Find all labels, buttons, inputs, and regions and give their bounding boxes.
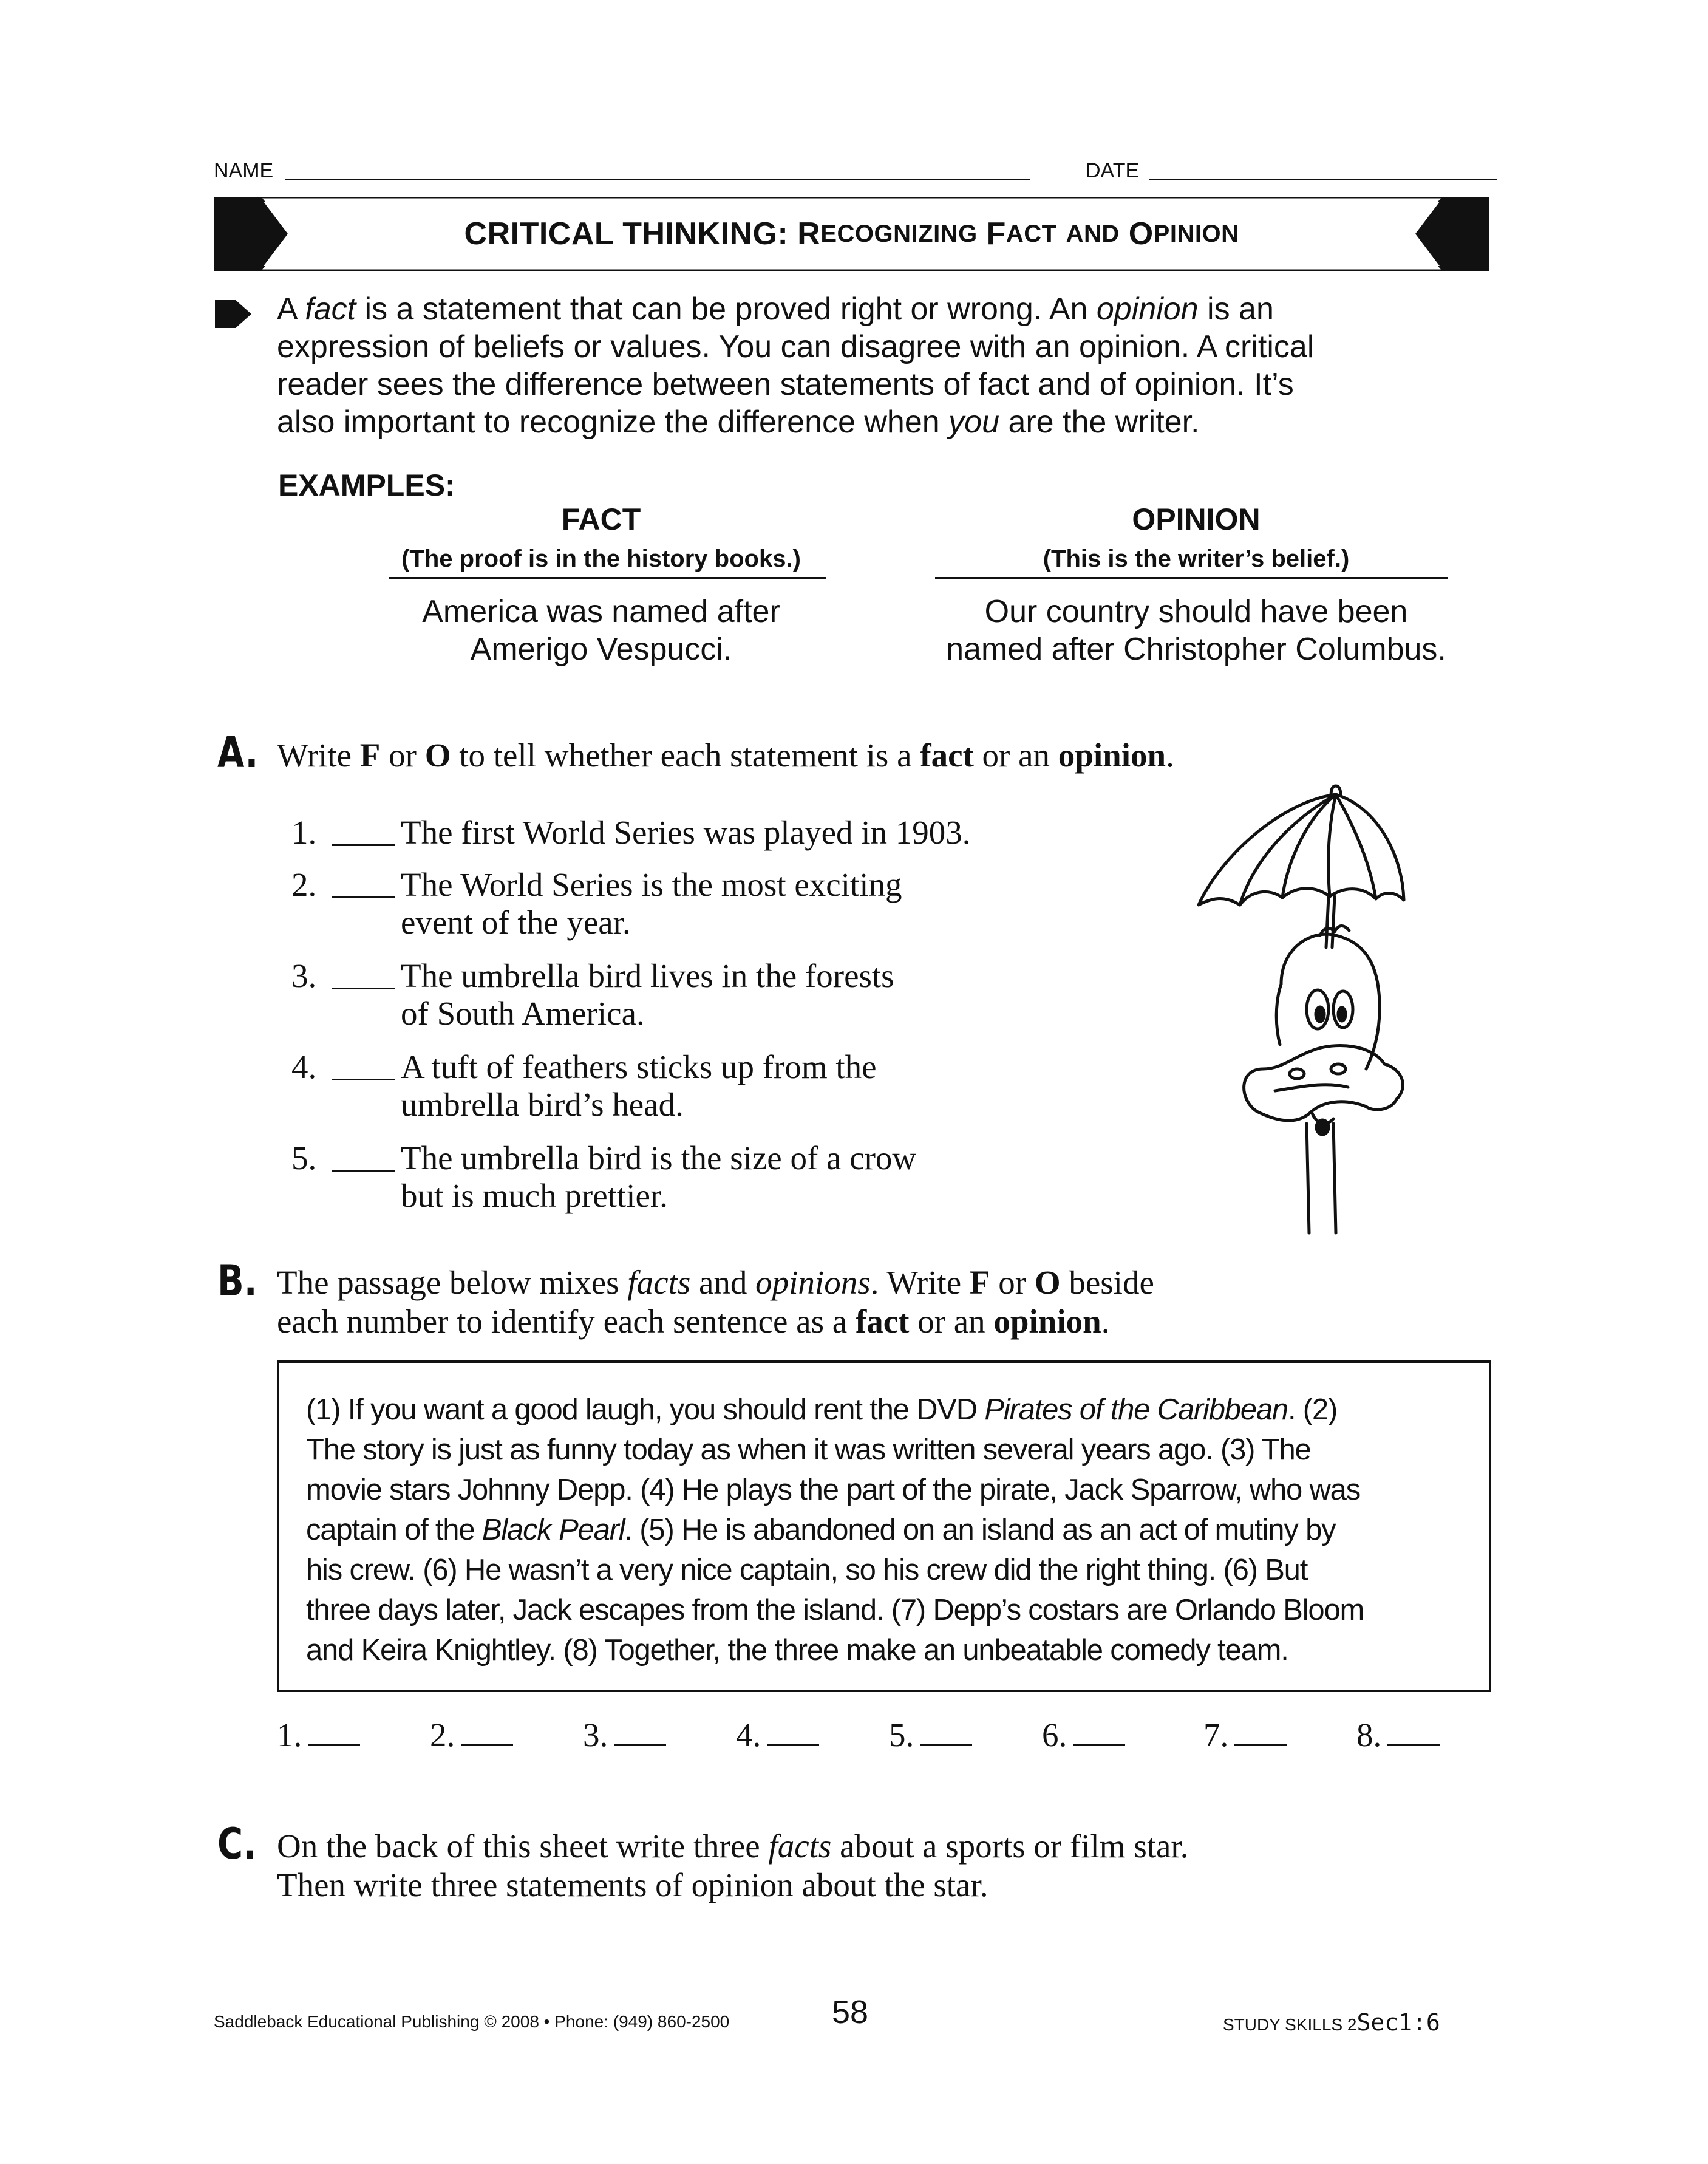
opinion-example: Our country should have been named after Christopher Columbus. xyxy=(946,594,1446,667)
list-item: 3. The umbrella bird lives in the forests of South America. xyxy=(291,957,894,1032)
opinion-rule xyxy=(935,577,1448,579)
list-item: 4. A tuft of feathers sticks up from the umbrella bird’s head. xyxy=(291,1048,877,1123)
opinion-subheading: (This is the writer’s belief.) xyxy=(1043,545,1350,572)
answer-slot[interactable]: 1. xyxy=(277,1716,360,1754)
date-field[interactable] xyxy=(1149,179,1497,180)
fact-heading: FACT xyxy=(561,502,641,536)
section-c-letter: C. xyxy=(217,1819,256,1869)
name-label: NAME xyxy=(214,159,274,182)
answer-slot[interactable]: 8. xyxy=(1356,1716,1440,1754)
answer-blank[interactable] xyxy=(332,988,395,989)
answer-slot[interactable]: 3. xyxy=(583,1716,666,1754)
date-label: DATE xyxy=(1086,159,1140,182)
examples-label: EXAMPLES: xyxy=(278,468,455,502)
answer-slot[interactable]: 7. xyxy=(1203,1716,1287,1754)
section-c-instructions: On the back of this sheet write three facts about a sports or film star. Then write three statements of opinion about the star. xyxy=(277,1828,1189,1903)
list-item: 1. The first World Series was played in 1903. xyxy=(291,814,971,851)
answer-blank[interactable] xyxy=(332,896,395,898)
page-number: 58 xyxy=(832,1994,869,2030)
fact-subheading: (The proof is in the history books.) xyxy=(401,545,801,572)
page-title: CRITICAL THINKING: R ECOGNIZING F ACT AND O PINION xyxy=(464,216,1239,251)
umbrella-bird-illustration xyxy=(1190,783,1409,1245)
section-b-instructions: The passage below mixes facts and opinions. Write F or O beside each number to identify each sentence as a fact or an opinion. xyxy=(277,1264,1154,1340)
opinion-heading: OPINION xyxy=(1132,502,1261,536)
list-item: 5. The umbrella bird is the size of a crow but is much prettier. xyxy=(291,1139,917,1214)
passage-text: (1) If you want a good laugh, you should rent the DVD Pirates of the Caribbean. (2) The story is just as funny today as when it was written several years ago. (3) The movie stars Johnny Depp. (4) He plays the part of the pirate, Jack Sparrow, who was captain of the Black Pearl. (5) He is abandoned on an island as an act of mutiny by his crew. (6) He wasn’t a very nice captain, so his crew did the right thing. (6) But three days later, Jack escapes from the island. (7) Depp’s costars are Orlando Bloom and Keira Knightley. (8) Together, the three make an unbeatable comedy team. xyxy=(306,1393,1364,1667)
name-field[interactable] xyxy=(285,179,1030,180)
answer-slot[interactable]: 6. xyxy=(1042,1716,1125,1754)
answer-blank[interactable] xyxy=(332,1170,395,1172)
section-a-instructions: Write F or O to tell whether each statement is a fact or an opinion. xyxy=(277,737,1174,774)
answer-blank[interactable] xyxy=(332,844,395,846)
section-a-letter: A. xyxy=(217,728,259,777)
list-item: 2. The World Series is the most exciting event of the year. xyxy=(291,866,902,941)
answer-slot[interactable]: 2. xyxy=(430,1716,513,1754)
answer-slot[interactable]: 4. xyxy=(736,1716,819,1754)
footer-series: STUDY SKILLS 2Sec1:6 xyxy=(1223,2009,1440,2036)
fact-rule xyxy=(389,577,826,579)
bullet-arrow-icon xyxy=(215,300,253,328)
answer-slot[interactable]: 5. xyxy=(889,1716,972,1754)
fact-example: America was named after Amerigo Vespucci. xyxy=(422,594,780,667)
footer-publisher: Saddleback Educational Publishing © 2008 • Phone: (949) 860-2500 xyxy=(214,2012,730,2031)
section-b-letter: B. xyxy=(217,1256,257,1306)
intro-paragraph: A fact is a statement that can be proved right or wrong. An opinion is an expression of beliefs or values. You can disagree with an opinion. A critical reader sees the difference between statements of fact and of opinion. It’s also important to recognize the difference when you are the writer. xyxy=(277,292,1315,440)
answer-blank[interactable] xyxy=(332,1079,395,1080)
